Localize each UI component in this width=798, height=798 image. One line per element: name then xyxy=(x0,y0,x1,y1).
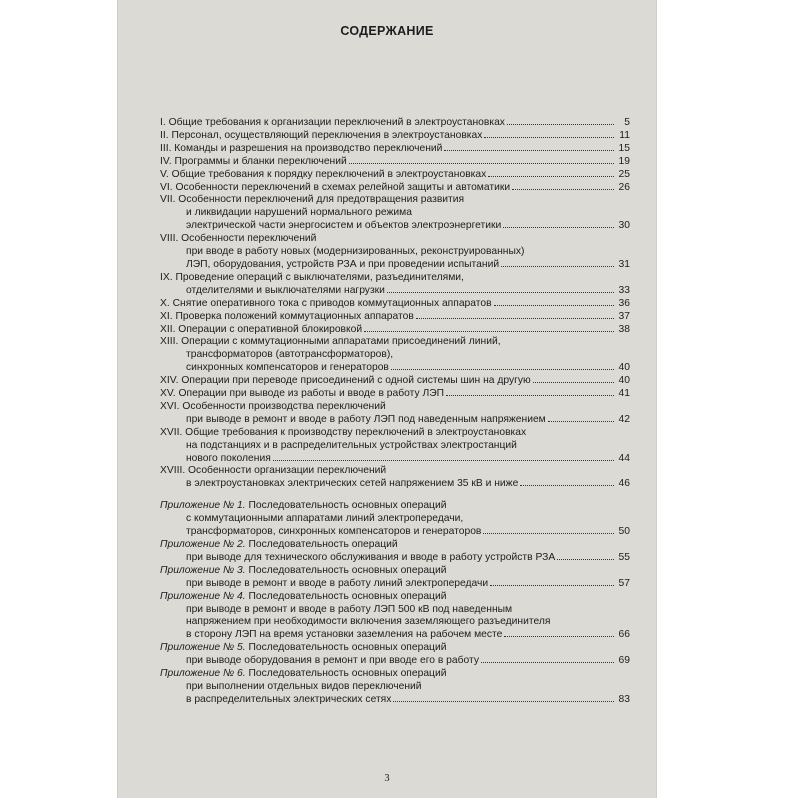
toc-entry[interactable] xyxy=(160,182,630,195)
page-title: СОДЕРЖАНИЕ xyxy=(340,24,434,38)
toc-entry-line xyxy=(160,565,630,578)
dot-leader xyxy=(494,305,614,306)
page-number: 3 xyxy=(384,773,390,784)
toc-entry[interactable] xyxy=(160,401,630,427)
toc-entry-text: при выводе в ремонт и вводе в работу линий электропередачи xyxy=(186,577,489,589)
toc-entry-text: Последовательность основных операций xyxy=(245,590,447,602)
dot-leader xyxy=(490,585,614,586)
toc-entry-text: X. Снятие оперативного тока с приводов коммутационных аппаратов xyxy=(160,297,492,309)
toc-entry-text: I. Общие требования к организации переключений в электроустановках xyxy=(160,117,505,128)
dot-leader xyxy=(391,369,614,370)
toc-page-number: 66 xyxy=(618,629,630,641)
toc-entry[interactable] xyxy=(160,336,630,375)
toc-entry-line xyxy=(160,220,630,233)
toc-entry-text: с коммутационными аппаратами линий электропередачи, xyxy=(186,513,464,525)
toc-entry[interactable] xyxy=(160,311,630,324)
dot-leader xyxy=(444,150,614,151)
toc-entry-text: напряжением при необходимости включения заземляющего разъединителя xyxy=(186,616,551,628)
toc-entry[interactable] xyxy=(160,324,630,337)
dot-leader xyxy=(484,137,614,138)
toc-entry-text: электрической части энергосистем и объектов электроэнергетики xyxy=(186,220,502,232)
toc-entry-text: Последовательность основных операций xyxy=(245,642,447,654)
toc-page-number: 38 xyxy=(618,323,630,335)
toc-entry-line xyxy=(160,233,630,246)
toc-entry[interactable] xyxy=(160,642,630,668)
dot-leader xyxy=(416,318,614,319)
dot-leader xyxy=(533,382,614,383)
toc-entry[interactable] xyxy=(160,591,630,643)
toc-page-number: 25 xyxy=(618,168,630,180)
dot-leader xyxy=(387,292,614,293)
toc-entry-line xyxy=(160,440,630,453)
toc-page-number: 40 xyxy=(618,375,630,387)
toc-entry-line xyxy=(160,375,630,388)
toc-page-number: 11 xyxy=(619,129,630,141)
toc-entry-text: ЛЭП, оборудования, устройств РЗА и при проведении испытаний xyxy=(186,258,500,270)
toc-entry[interactable] xyxy=(160,298,630,311)
toc-entry[interactable] xyxy=(160,233,630,272)
toc-entry-line xyxy=(160,349,630,362)
dot-leader xyxy=(393,701,614,702)
toc-entry-text: и ликвидации нарушений нормального режима xyxy=(186,207,412,219)
toc-entry-line xyxy=(160,513,630,526)
toc-entry-line xyxy=(160,130,630,143)
toc-entry-text: при выполнении отдельных видов переключений xyxy=(186,680,422,692)
section-gap xyxy=(160,491,630,500)
dot-leader xyxy=(512,189,614,190)
toc-entry-line xyxy=(160,694,630,707)
dot-leader xyxy=(446,395,614,396)
toc-entry-line xyxy=(160,629,630,642)
toc-entry-text: в распределительных электрических сетях xyxy=(186,693,392,705)
dot-leader xyxy=(520,485,614,486)
toc-entry-text: при выводе в ремонт и вводе в работу ЛЭП 500 кВ под наведенным xyxy=(186,603,513,615)
toc-entry-line xyxy=(160,552,630,565)
dot-leader xyxy=(504,636,614,637)
toc-entry-text: III. Команды и разрешения на производство переключений xyxy=(160,142,443,154)
toc-entry-text: при вводе в работу новых (модернизированных, реконструированных) xyxy=(186,246,525,258)
toc-entry-text: XI. Проверка положений коммутационных аппаратов xyxy=(160,310,414,322)
toc-entry-text: отделителями и выключателями нагрузки xyxy=(186,284,385,296)
toc-entry-text: VIII. Особенности переключений xyxy=(160,233,317,245)
toc-entry-line xyxy=(160,453,630,466)
toc-entry-text: в сторону ЛЭП на время установки заземления на рабочем месте xyxy=(186,629,503,641)
toc-entry-line xyxy=(160,539,630,552)
toc-entry[interactable] xyxy=(160,500,630,539)
toc-entry-text: Последовательность основных операций xyxy=(245,500,447,512)
toc-page-number: 83 xyxy=(618,693,630,705)
toc-entry-line xyxy=(160,668,630,681)
toc-entry[interactable] xyxy=(160,668,630,707)
toc-entry-line xyxy=(160,478,630,491)
toc-entry-line xyxy=(160,427,630,440)
toc-entry-line xyxy=(160,117,630,130)
appendix-label: Приложение № 5. xyxy=(160,642,246,654)
toc-entry-text: XIV. Операции при переводе присоединений с одной системы шин на другую xyxy=(160,375,531,387)
toc-page-number: 50 xyxy=(618,526,630,538)
appendix-label: Приложение № 2. xyxy=(160,539,246,550)
toc-page-number: 55 xyxy=(618,551,630,563)
toc-entry-line xyxy=(160,246,630,259)
dot-leader xyxy=(488,176,614,177)
toc-entry-line xyxy=(160,182,630,195)
toc-entry[interactable] xyxy=(160,272,630,298)
toc-entry-text: V. Общие требования к порядку переключений в электроустановках xyxy=(160,168,487,180)
toc-entry-text: трансформаторов, синхронных компенсаторов и генераторов xyxy=(186,526,482,538)
toc-entry[interactable] xyxy=(160,427,630,466)
toc-entry-text: II. Персонал, осуществляющий переключения в электроустановках xyxy=(160,129,483,141)
toc-page-number: 36 xyxy=(618,297,630,309)
toc-page-number: 40 xyxy=(618,362,630,374)
toc-entry-text: XVII. Общие требования к производству переключений в электроустановках xyxy=(160,426,527,438)
dot-leader xyxy=(557,559,614,560)
toc-entry-text: при выводе оборудования в ремонт и при вводе его в работу xyxy=(186,655,480,667)
toc-page-number: 31 xyxy=(618,258,630,270)
toc-entry-line xyxy=(160,285,630,298)
toc-entry[interactable] xyxy=(160,539,630,565)
toc-entry-line xyxy=(160,401,630,414)
toc-page-number: 42 xyxy=(618,413,630,425)
toc-entry-line xyxy=(160,194,630,207)
toc-entry-text: XVIII. Особенности организации переключений xyxy=(160,465,387,477)
toc-entry-line xyxy=(160,642,630,655)
toc-page-number: 26 xyxy=(618,181,630,193)
toc-entry-text: синхронных компенсаторов и генераторов xyxy=(186,362,389,374)
toc-entry-line xyxy=(160,578,630,591)
dot-leader xyxy=(481,662,614,663)
toc-entry[interactable] xyxy=(160,117,630,130)
toc-entry-text: Последовательность основных операций xyxy=(245,668,447,680)
toc-entry-text: в электроустановках электрических сетей напряжением 35 кВ и ниже xyxy=(186,478,519,490)
toc-page-number: 41 xyxy=(618,388,630,400)
toc-entry-text: Последовательность операций xyxy=(245,539,398,550)
appendix-label: Приложение № 6. xyxy=(160,668,246,680)
dot-leader xyxy=(483,533,614,534)
toc-entry-line xyxy=(160,324,630,337)
appendix-label: Приложение № 3. xyxy=(160,564,246,576)
toc-entry[interactable] xyxy=(160,169,630,182)
table-of-contents xyxy=(160,117,630,707)
toc-entry-line xyxy=(160,272,630,285)
toc-entry-line xyxy=(160,591,630,604)
toc-entry-text: IV. Программы и бланки переключений xyxy=(160,155,347,167)
toc-page-number: 33 xyxy=(618,284,630,296)
toc-entry[interactable] xyxy=(160,465,630,491)
dot-leader xyxy=(501,266,614,267)
dot-leader xyxy=(507,124,614,125)
toc-entry-text: XII. Операции с оперативной блокировкой xyxy=(160,323,363,335)
toc-entry-line xyxy=(160,616,630,629)
appendix-label: Приложение № 4. xyxy=(160,590,246,602)
toc-entry-line xyxy=(160,207,630,220)
toc-entry-text: трансформаторов (автотрансформаторов), xyxy=(186,349,394,361)
dot-leader xyxy=(349,163,614,164)
toc-entry-line xyxy=(160,156,630,169)
toc-entry-line xyxy=(160,336,630,349)
toc-entry-line xyxy=(160,311,630,324)
dot-leader xyxy=(364,331,614,332)
toc-page-number: 44 xyxy=(618,452,630,464)
toc-entry[interactable] xyxy=(160,565,630,591)
toc-entry-line xyxy=(160,143,630,156)
toc-entry-text: VI. Особенности переключений в схемах релейной защиты и автоматики xyxy=(160,181,511,193)
toc-entry-text: XVI. Особенности производства переключений xyxy=(160,400,386,412)
toc-entry[interactable] xyxy=(160,156,630,169)
toc-entry[interactable] xyxy=(160,388,630,401)
toc-page-number: 69 xyxy=(618,655,630,667)
toc-entry-line xyxy=(160,655,630,668)
toc-entry-line xyxy=(160,362,630,375)
toc-entry-text: XV. Операции при выводе из работы и вводе в работу ЛЭП xyxy=(160,388,445,400)
toc-page-number: 30 xyxy=(618,220,630,232)
toc-entry[interactable] xyxy=(160,375,630,388)
toc-entry[interactable] xyxy=(160,194,630,233)
toc-entry-line xyxy=(160,259,630,272)
toc-entry-text: VII. Особенности переключений для предотвращения развития xyxy=(160,194,465,206)
toc-entry-line xyxy=(160,169,630,182)
toc-page-number: 15 xyxy=(618,142,630,154)
toc-entry-text: при выводе в ремонт и вводе в работу ЛЭП под наведенным напряжением xyxy=(186,413,546,425)
toc-entry-line xyxy=(160,526,630,539)
toc-entry-text: Последовательность основных операций xyxy=(245,564,447,576)
dot-leader xyxy=(548,421,614,422)
appendix-label: Приложение № 1. xyxy=(160,500,246,512)
toc-entry-line xyxy=(160,604,630,617)
toc-page-number: 46 xyxy=(618,478,630,490)
toc-entry[interactable] xyxy=(160,143,630,156)
toc-entry-text: нового поколения xyxy=(186,452,271,464)
toc-page-number: 5 xyxy=(624,117,630,128)
book-page xyxy=(118,0,656,798)
toc-entry-text: XIII. Операции с коммутационными аппаратами присоединений линий, xyxy=(160,336,501,348)
toc-entry-line xyxy=(160,500,630,513)
toc-entry-line xyxy=(160,465,630,478)
toc-entry-line xyxy=(160,414,630,427)
toc-page-number: 57 xyxy=(618,577,630,589)
toc-entry-text: при выводе для технического обслуживания и вводе в работу устройств РЗА xyxy=(186,551,556,563)
dot-leader xyxy=(273,460,614,461)
toc-entry-line xyxy=(160,298,630,311)
toc-entry-line xyxy=(160,681,630,694)
toc-page-number: 37 xyxy=(618,310,630,322)
toc-page-number: 19 xyxy=(618,155,630,167)
toc-entry[interactable] xyxy=(160,130,630,143)
toc-entry-text: IX. Проведение операций с выключателями, разъединителями, xyxy=(160,271,464,283)
toc-entry-text: на подстанциях и в распределительных устройствах электростанций xyxy=(186,439,517,451)
dot-leader xyxy=(503,227,614,228)
toc-entry-line xyxy=(160,388,630,401)
